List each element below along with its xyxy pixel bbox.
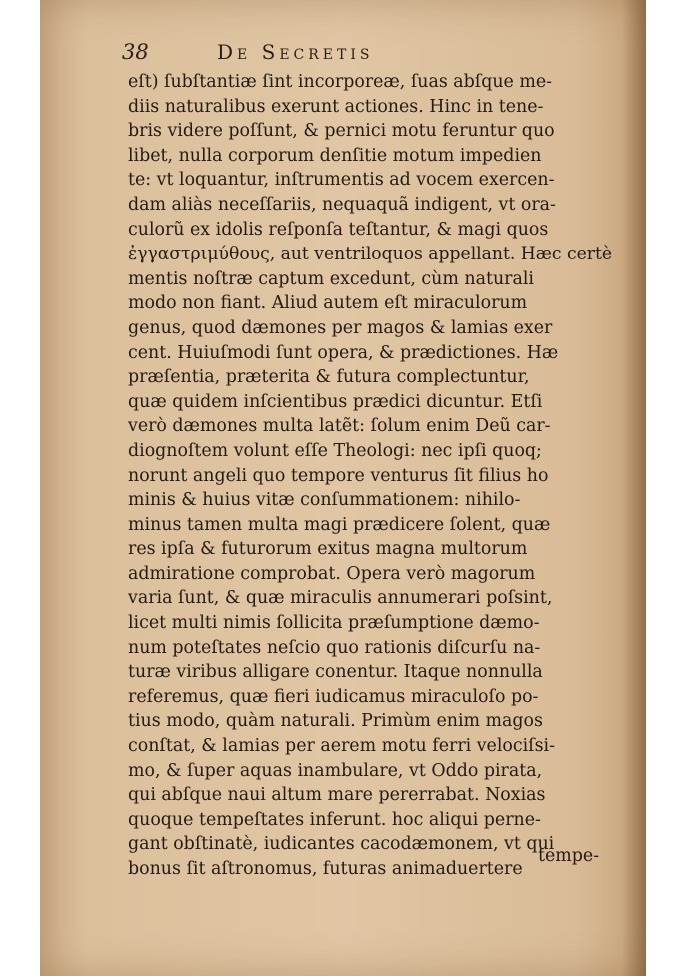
page-gutter-shadow xyxy=(622,0,646,976)
text-line: quoque tempeſtates inferunt. hoc aliqui perne- xyxy=(128,809,541,830)
text-line: bonus ſit aſtronomus, futuras animaduertere xyxy=(128,859,523,879)
text-line: ἐγγαστριμύθους, aut ventriloquos appellant. Hæc certè xyxy=(128,244,613,265)
text-line: minus tamen multa magi prædicere ſolent, quæ xyxy=(128,514,551,535)
text-line: minis & huius vitæ conſummationem: nihilo- xyxy=(128,490,521,511)
text-line: quæ quidem inſcientibus prædici dicuntur. Etſi xyxy=(128,391,543,412)
text-line: res ipſa & futurorum exitus magna multorum xyxy=(128,539,528,560)
catchword: tempe- xyxy=(538,846,600,866)
text-line: genus, quod dæmones per magos & lamias exer xyxy=(128,317,553,338)
text-line: cent. Huiuſmodi ſunt opera, & prædictiones. Hæ xyxy=(128,342,559,363)
text-line: gant obſtinatè, iudicantes cacodæmonem, vt qui xyxy=(128,834,555,855)
text-line: diognoſtem volunt eſſe Theologi: nec ipſi quoq; xyxy=(128,440,542,461)
body-text xyxy=(128,70,612,882)
text-line: conſtat, & lamias per aerem motu ferri velociſsi- xyxy=(128,736,555,757)
text-line: diis naturalibus exerunt actiones. Hinc in tene- xyxy=(128,96,544,117)
text-line: qui abſque naui altum mare pererrabat. Noxias xyxy=(128,785,546,806)
text-line: norunt angeli quo tempore venturus ſit filius ho xyxy=(128,465,549,486)
text-line: licet multi nimis ſollicita præſumptione dæmo- xyxy=(128,613,540,634)
text-line: mentis noſtræ captum excedunt, cùm naturali xyxy=(128,268,534,289)
text-line: te: vt loquantur, inſtrumentis ad vocem exercen- xyxy=(128,170,555,191)
text-line: modo non fiant. Aliud autem eſt miraculorum xyxy=(128,293,528,314)
running-title: De Secretis xyxy=(217,40,374,64)
text-line: num poteſtates neſcio quo rationis diſcurſu na- xyxy=(128,637,541,658)
text-line: libet, nulla corporum denſitie motum impedien xyxy=(128,145,542,166)
text-line: bris videre poſſunt, & pernici motu feruntur quo xyxy=(128,121,555,142)
text-line: dam aliàs neceſſariis, nequaquã indigent, vt ora- xyxy=(128,194,556,215)
text-line: verò dæmones multa latẽt: ſolum enim Deũ car- xyxy=(128,416,551,437)
text-line: eſt) ſubſtantiæ ſint incorporeæ, ſuas abſque me- xyxy=(128,72,553,92)
text-line: mo, & ſuper aquas inambulare, vt Oddo pirata, xyxy=(128,760,543,781)
text-line: turæ viribus alligare conentur. Itaque nonnulla xyxy=(128,662,543,683)
text-line: præſentia, præterita & futura complectuntur, xyxy=(128,367,530,388)
text-line: referemus, quæ fieri iudicamus miraculoſo po- xyxy=(128,686,539,707)
page-header xyxy=(122,38,502,66)
page-number: 38 xyxy=(122,40,149,64)
text-line: tius modo, quàm naturali. Primùm enim magos xyxy=(128,711,543,732)
text-line: varia ſunt, & quæ miraculis annumerari poſsint, xyxy=(128,588,553,609)
text-line: admiratione comprobat. Opera verò magorum xyxy=(128,563,536,584)
text-line: culorũ ex idolis reſponſa teſtantur, & magi quos xyxy=(128,219,549,240)
